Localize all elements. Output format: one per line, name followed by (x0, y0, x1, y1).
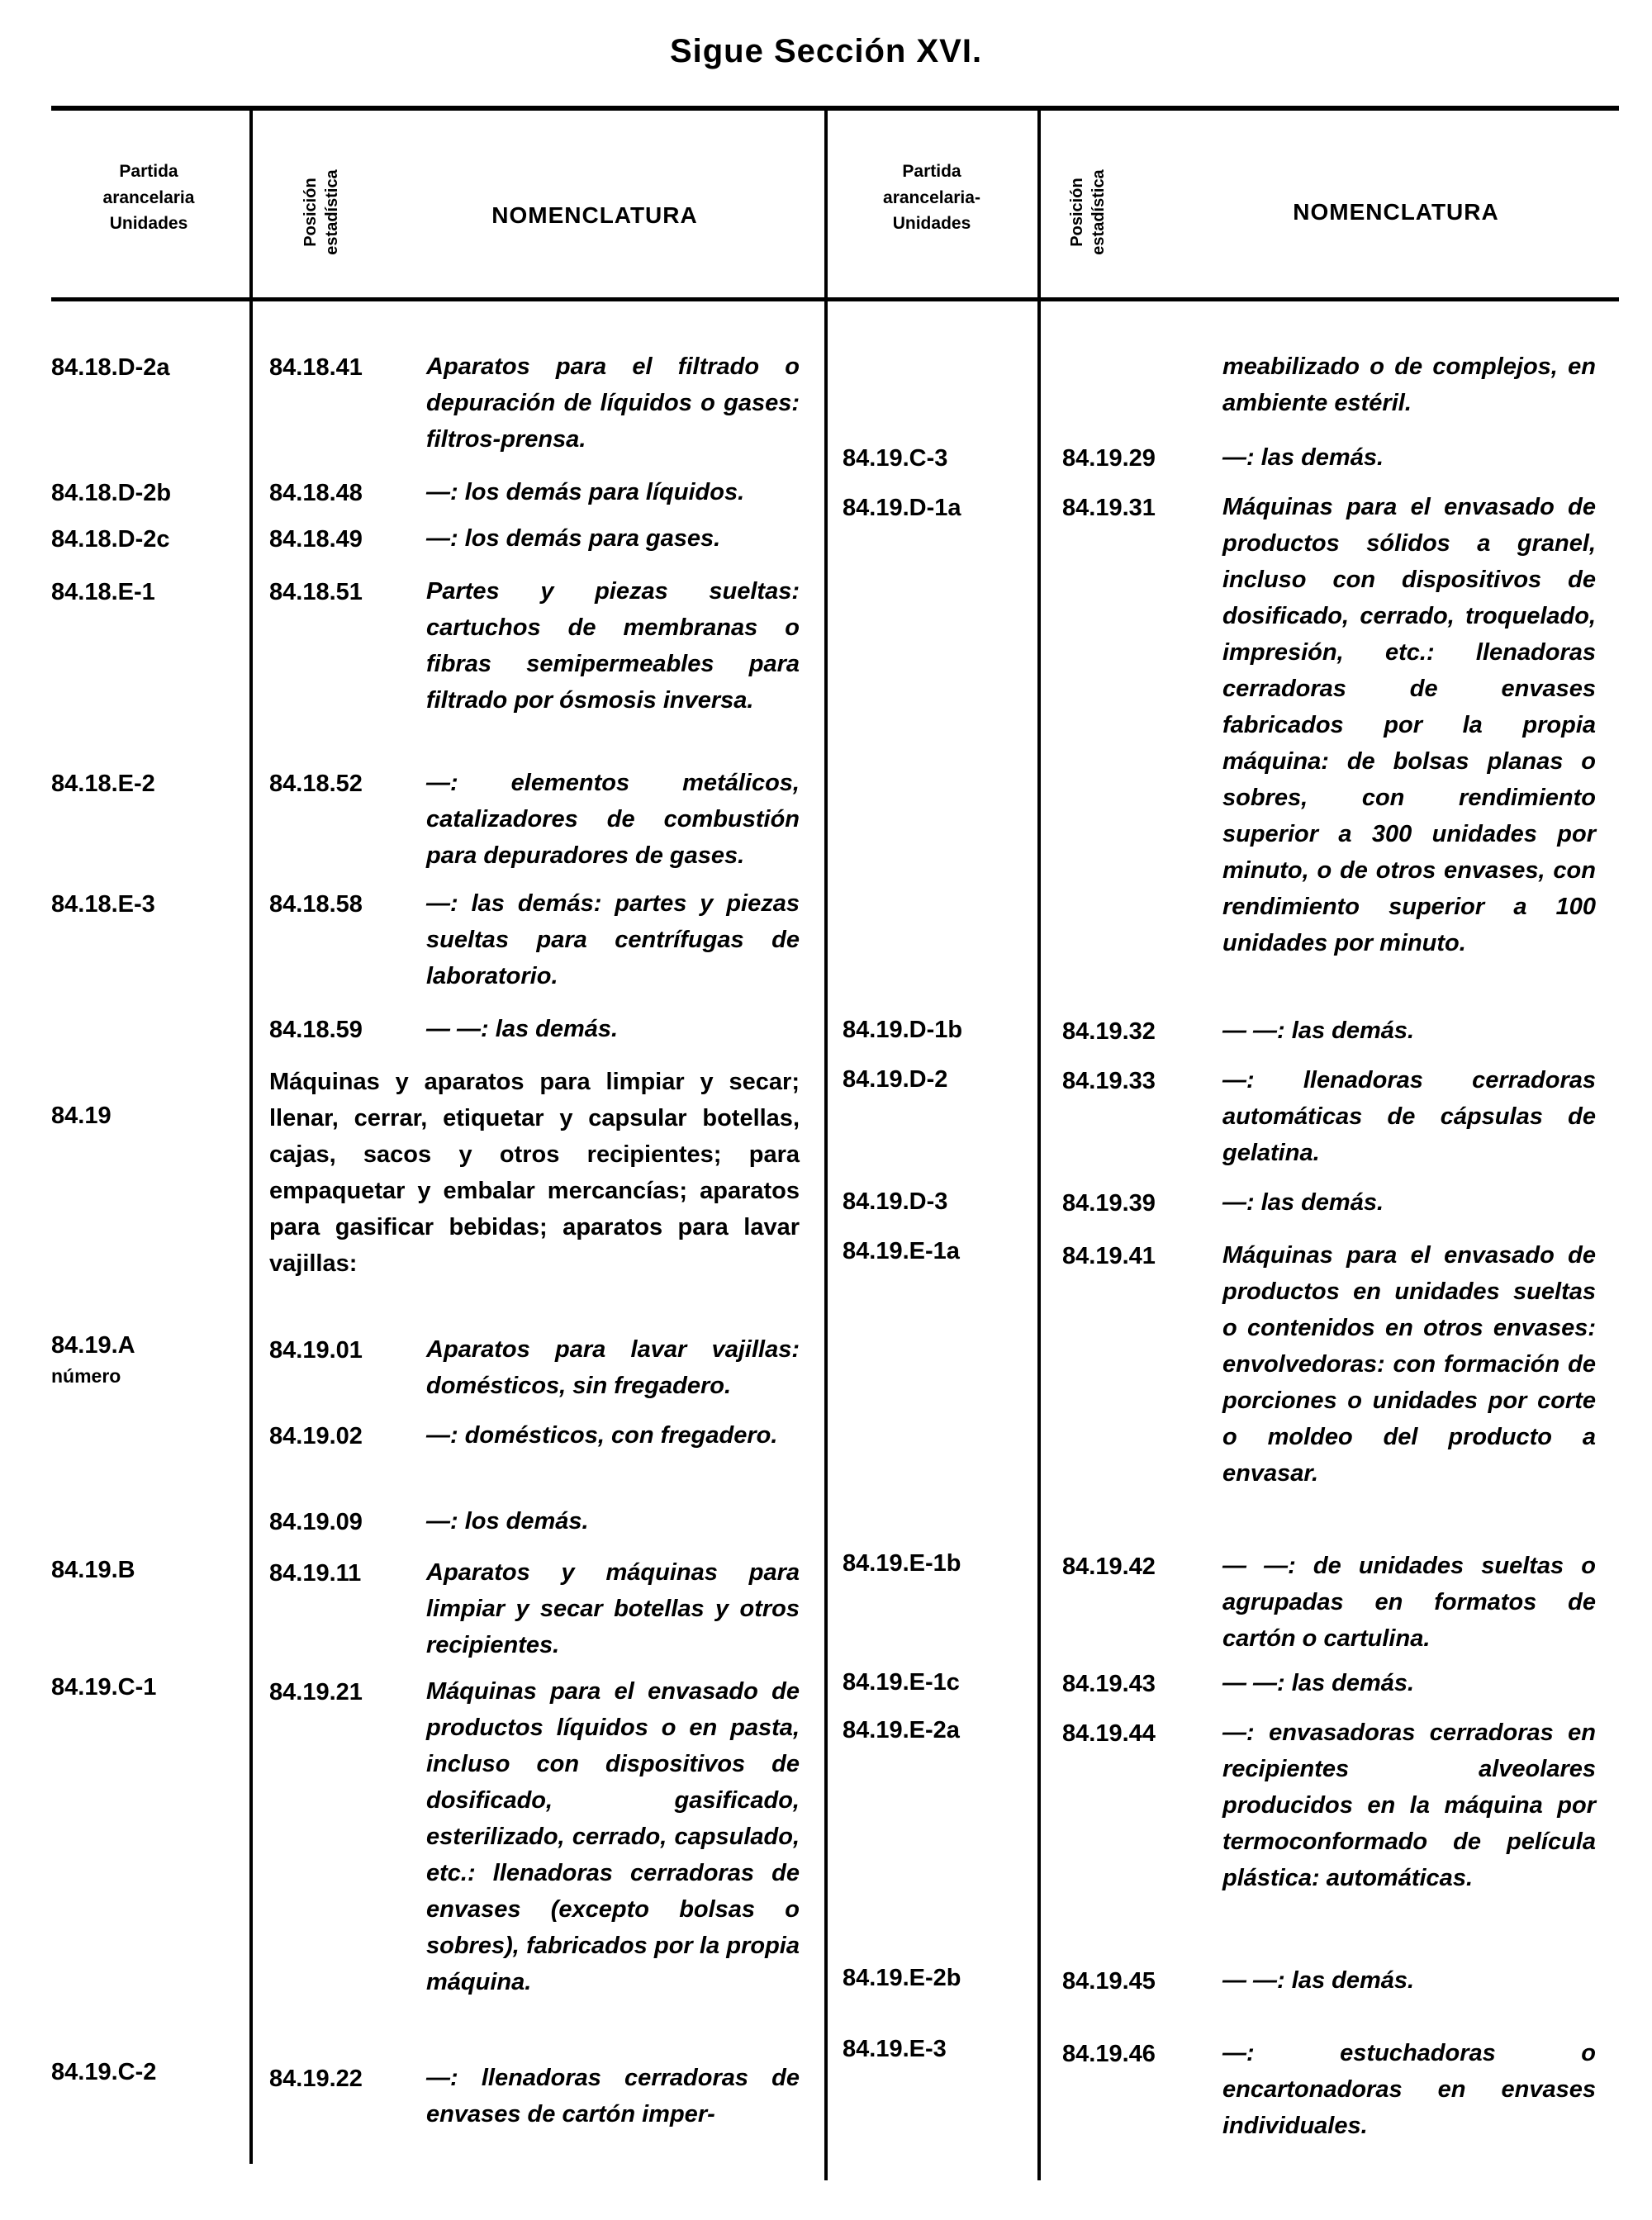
header-partida: Partida arancelaria- Unidades (883, 162, 980, 233)
posicion-code: 84.18.49 (269, 526, 363, 553)
partida-code: 84.19.E-1c (843, 1669, 960, 1696)
partida-code: 84.19.E-2a (843, 1717, 960, 1743)
partida-code: 84.19.D-3 (843, 1188, 948, 1215)
posicion-code: 84.19.45 (1062, 1968, 1156, 1995)
column-divider (249, 109, 253, 2164)
partida-code: 84.19 (51, 1103, 112, 1129)
nomenclature-text: — —: de unidades sueltas o agrupadas en formatos de cartón o cartulina. (1222, 1553, 1596, 1652)
posicion-code: 84.18.48 (269, 480, 363, 506)
nomenclature-text: meabilizado o de complejos, en ambiente estéril. (1222, 353, 1596, 416)
nomenclature-text: —: los demás. (426, 1508, 589, 1535)
partida-code: 84.18.D-2c (51, 526, 170, 553)
partida-unit: número (51, 1365, 121, 1387)
partida-code: 84.19.E-3 (843, 2036, 947, 2062)
page-title: Sigue Sección XVI. (669, 33, 983, 69)
nomenclature-text: Aparatos y máquinas para limpiar y secar botellas y otros recipientes. (426, 1559, 800, 1658)
nomenclature-text: Máquinas para el envasado de productos en unidades sueltas o contenidos en otros envases: envolvedoras: con formación de porciones o unidades por corte o moldeo del producto a envasar. (1222, 1242, 1596, 1487)
header-posicion: Posición estadística (1068, 169, 1108, 255)
posicion-code: 84.19.33 (1062, 1068, 1156, 1094)
posicion-code: 84.18.52 (269, 771, 363, 797)
nomenclature-text: Aparatos para el filtrado o depuración de líquidos o gases: filtros-prensa. (426, 353, 800, 453)
nomenclature-text: —: las demás. (1222, 444, 1384, 471)
posicion-code: 84.19.09 (269, 1509, 363, 1535)
posicion-code: 84.19.32 (1062, 1018, 1156, 1045)
posicion-code: 84.19.41 (1062, 1243, 1156, 1269)
posicion-code: 84.19.31 (1062, 495, 1156, 521)
posicion-code: 84.18.58 (269, 891, 363, 918)
nomenclature-text: Máquinas para el envasado de productos líquidos o en pasta, incluso con dispositivos de dosificado, gasificado, esterilizado, cerrado, capsulado, etc.: llenadoras cerradoras de envases (excepto bolsas o sobres), fabricados por la propia máquina. (426, 1678, 800, 1995)
posicion-code: 84.19.43 (1062, 1671, 1156, 1697)
partida-code: 84.19.E-1a (843, 1238, 960, 1264)
nomenclature-text: Aparatos para lavar vajillas: domésticos, sin fregadero. (426, 1336, 800, 1399)
partida-code: 84.19.E-2b (843, 1965, 961, 1991)
posicion-code: 84.19.21 (269, 1679, 363, 1705)
header-bottom-rule (51, 297, 1619, 301)
partida-code: 84.19.A (51, 1332, 135, 1359)
partida-code: 84.19.D-1a (843, 495, 961, 521)
header-nomenclatura: NOMENCLATURA (491, 202, 698, 228)
header-partida: Partida arancelaria Unidades (102, 162, 195, 233)
partida-code: 84.19.C-2 (51, 2059, 157, 2085)
nomenclature-text: —: estuchadoras o encartonadoras en envases individuales. (1222, 2040, 1596, 2139)
partida-code: 84.18.D-2b (51, 480, 172, 506)
partida-code: 84.18.E-3 (51, 891, 155, 918)
nomenclature-text: — —: las demás. (1222, 1670, 1415, 1696)
posicion-code: 84.19.42 (1062, 1554, 1156, 1580)
nomenclature-text: —: las demás. (1222, 1189, 1384, 1216)
nomenclature-text: —: los demás para líquidos. (426, 479, 745, 505)
posicion-code: 84.19.02 (269, 1423, 363, 1449)
posicion-code: 84.18.51 (269, 579, 363, 605)
header-posicion: Posición estadística (301, 169, 341, 255)
header-nomenclatura: NOMENCLATURA (1293, 199, 1499, 225)
nomenclature-text: Máquinas para el envasado de productos sólidos a granel, incluso con dispositivos de dosificado, cerrado, troquelado, impresión, etc.: llenadoras cerradoras de envases fabricados por la propia máquina: de bolsas planas o sobres, con rendimiento superior a 300 unidades por minuto, o de otros envases, con rendimiento superior a 100 unidades por minuto. (1222, 494, 1596, 956)
nomenclature-text: —: llenadoras cerradoras de envases de cartón imper- (426, 2065, 800, 2128)
partida-code: 84.18.E-1 (51, 579, 155, 605)
nomenclature-text: — —: las demás. (1222, 1967, 1415, 1994)
table-top-rule (51, 106, 1619, 111)
nomenclature-text: — —: las demás. (1222, 1017, 1415, 1044)
nomenclature-text: —: envasadoras cerradoras en recipientes alveolares producidos en la máquina por termoconformado de película plástica: automáticas. (1222, 1720, 1596, 1891)
partida-code: 84.19.E-1b (843, 1550, 961, 1577)
posicion-code: 84.18.59 (269, 1017, 363, 1043)
nomenclature-text: —: elementos metálicos, catalizadores de combustión para depuradores de gases. (426, 770, 800, 869)
partida-code: 84.19.C-3 (843, 445, 948, 472)
nomenclature-text: —: llenadoras cerradoras automáticas de cápsulas de gelatina. (1222, 1067, 1596, 1166)
nomenclature-text: —: los demás para gases. (426, 525, 721, 552)
partida-code: 84.19.D-1b (843, 1017, 963, 1043)
partida-code: 84.19.C-1 (51, 1674, 157, 1701)
posicion-code: 84.18.41 (269, 354, 363, 381)
column-divider (1037, 109, 1041, 2180)
center-column-divider (824, 109, 828, 2180)
partida-code: 84.19.B (51, 1557, 135, 1583)
nomenclature-text: —: las demás: partes y piezas sueltas para centrífugas de laboratorio. (426, 890, 800, 989)
nomenclature-text: —: domésticos, con fregadero. (426, 1422, 778, 1449)
posicion-code: 84.19.39 (1062, 1190, 1156, 1217)
posicion-code: 84.19.46 (1062, 2041, 1156, 2067)
nomenclature-text: Partes y piezas sueltas: cartuchos de membranas o fibras semipermeables para filtrado por ósmosis inversa. (426, 578, 800, 714)
posicion-code: 84.19.11 (269, 1560, 362, 1587)
posicion-code: 84.19.01 (269, 1337, 363, 1364)
posicion-code: 84.19.44 (1062, 1720, 1156, 1747)
posicion-code: 84.19.29 (1062, 445, 1156, 472)
posicion-code: 84.19.22 (269, 2066, 363, 2092)
nomenclature-text: — —: las demás. (426, 1016, 619, 1042)
nomenclature-text: Máquinas y aparatos para limpiar y secar; llenar, cerrar, etiquetar y capsular botellas, cajas, sacos y otros recipientes; para empaquetar y embalar mercancías; aparatos para gasificar bebidas; aparatos para lavar vajillas: (269, 1069, 800, 1277)
partida-code: 84.19.D-2 (843, 1066, 948, 1093)
partida-code: 84.18.D-2a (51, 354, 170, 381)
partida-code: 84.18.E-2 (51, 771, 155, 797)
